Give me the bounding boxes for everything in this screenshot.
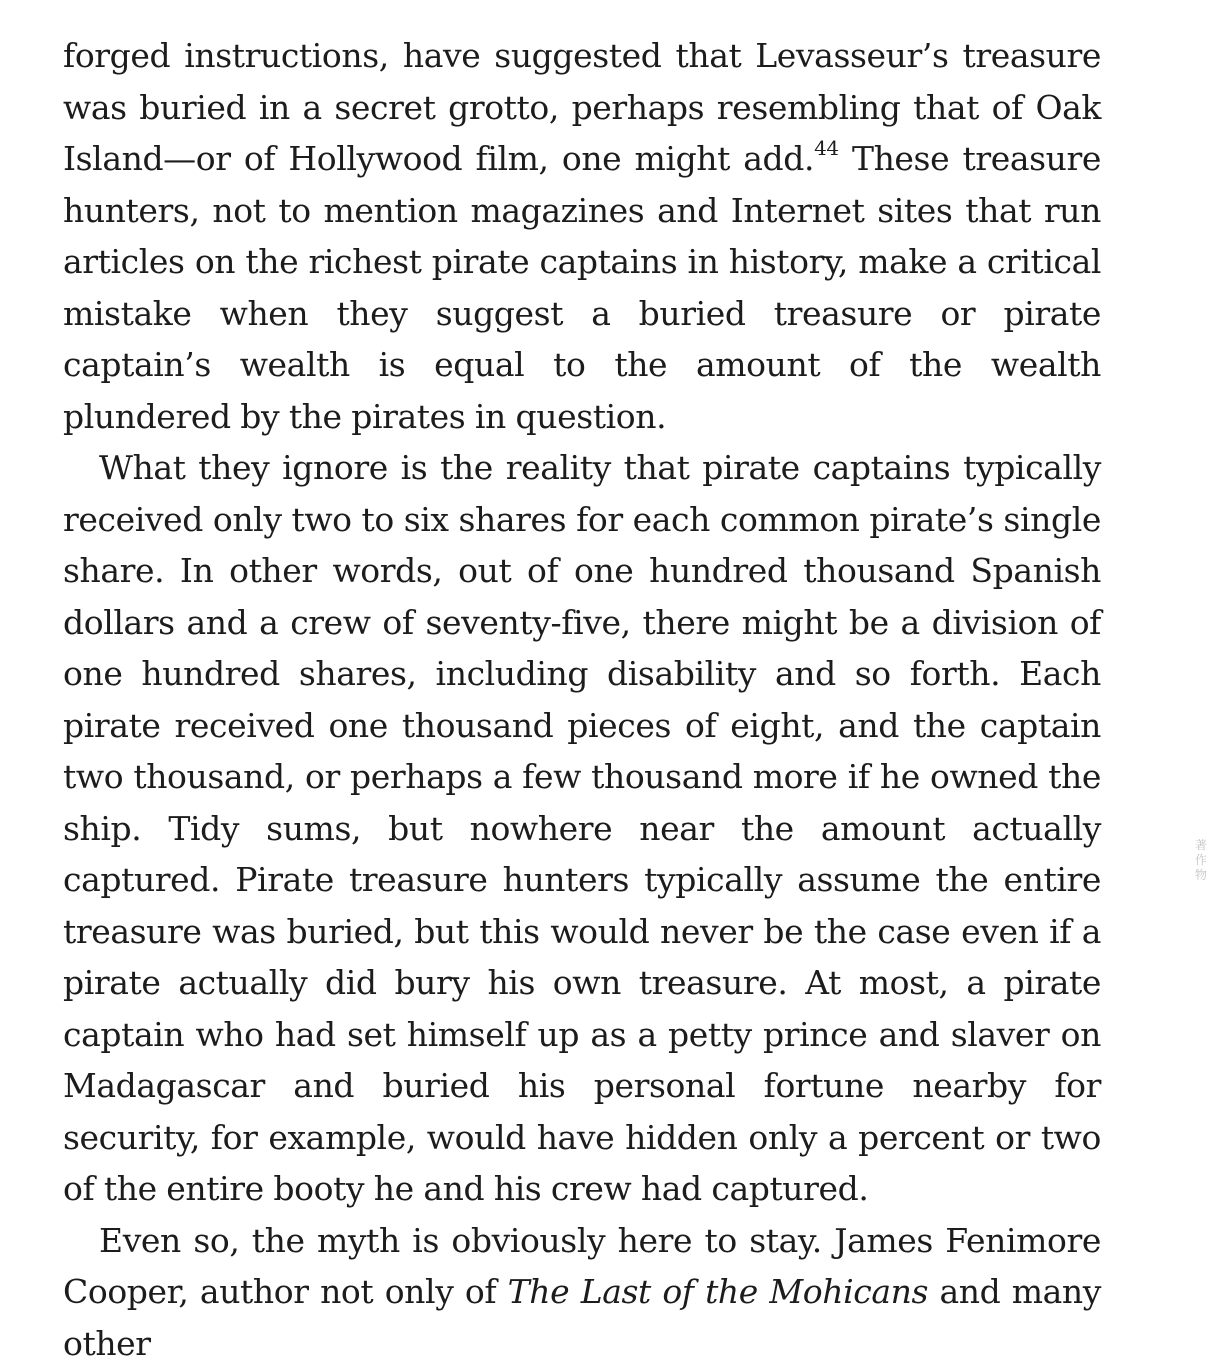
book-page-text (63, 30, 1101, 1369)
footnote-reference[interactable]: 44 (814, 136, 839, 160)
watermark-char-3: 物 (1193, 868, 1209, 883)
paragraph-2: What they ignore is the reality that pirate captains typically received only two to six shares for each common pirate’s single share. In other words, out of one hundred thousand Spanish dollars and a crew of seventy-five, there might be a division of one hundred shares, including disability and so forth. Each pirate received one thousand pieces of eight, and the captain two thousand, or perhaps a few thousand more if he owned the ship. Tidy sums, but nowhere near the amount actually captured. Pirate treasure hunters typically assume the entire treasure was buried, but this would never be the case even if a pirate actually did bury his own treasure. At most, a pirate captain who had set himself up as a petty prince and slaver on Madagascar and buried his personal fortune nearby for security, for example, would have hidden only a percent or two of the entire booty he and his crew had captured. (63, 442, 1101, 1215)
paragraph-3-text-b: and many other (63, 1272, 1101, 1363)
paragraph-1-text-a: forged instructions, have suggested that Levasseur’s treasure was buried in a secret grotto, perhaps resembling that of Oak Island—or of Hollywood film, one might add. (63, 36, 1101, 178)
paragraph-3-text-a: Even so, the myth is obviously here to stay. James Fenimore Cooper, author not only of (63, 1221, 1101, 1312)
paragraph-1-text-b: These treasure hunters, not to mention magazines and Internet sites that run articles on the richest pirate captains in history, make a critical mistake when they suggest a buried treasure or pirate captain’s wealth is equal to the amount of the wealth plundered by the pirates in question. (63, 139, 1101, 436)
paragraph-1 (63, 30, 1101, 442)
watermark-char-1: 著 (1193, 838, 1209, 853)
paragraph-3 (63, 1215, 1101, 1369)
copyright-watermark (1193, 838, 1209, 883)
watermark-char-2: 作 (1193, 853, 1209, 868)
book-title: The Last of the Mohicans (508, 1272, 928, 1311)
